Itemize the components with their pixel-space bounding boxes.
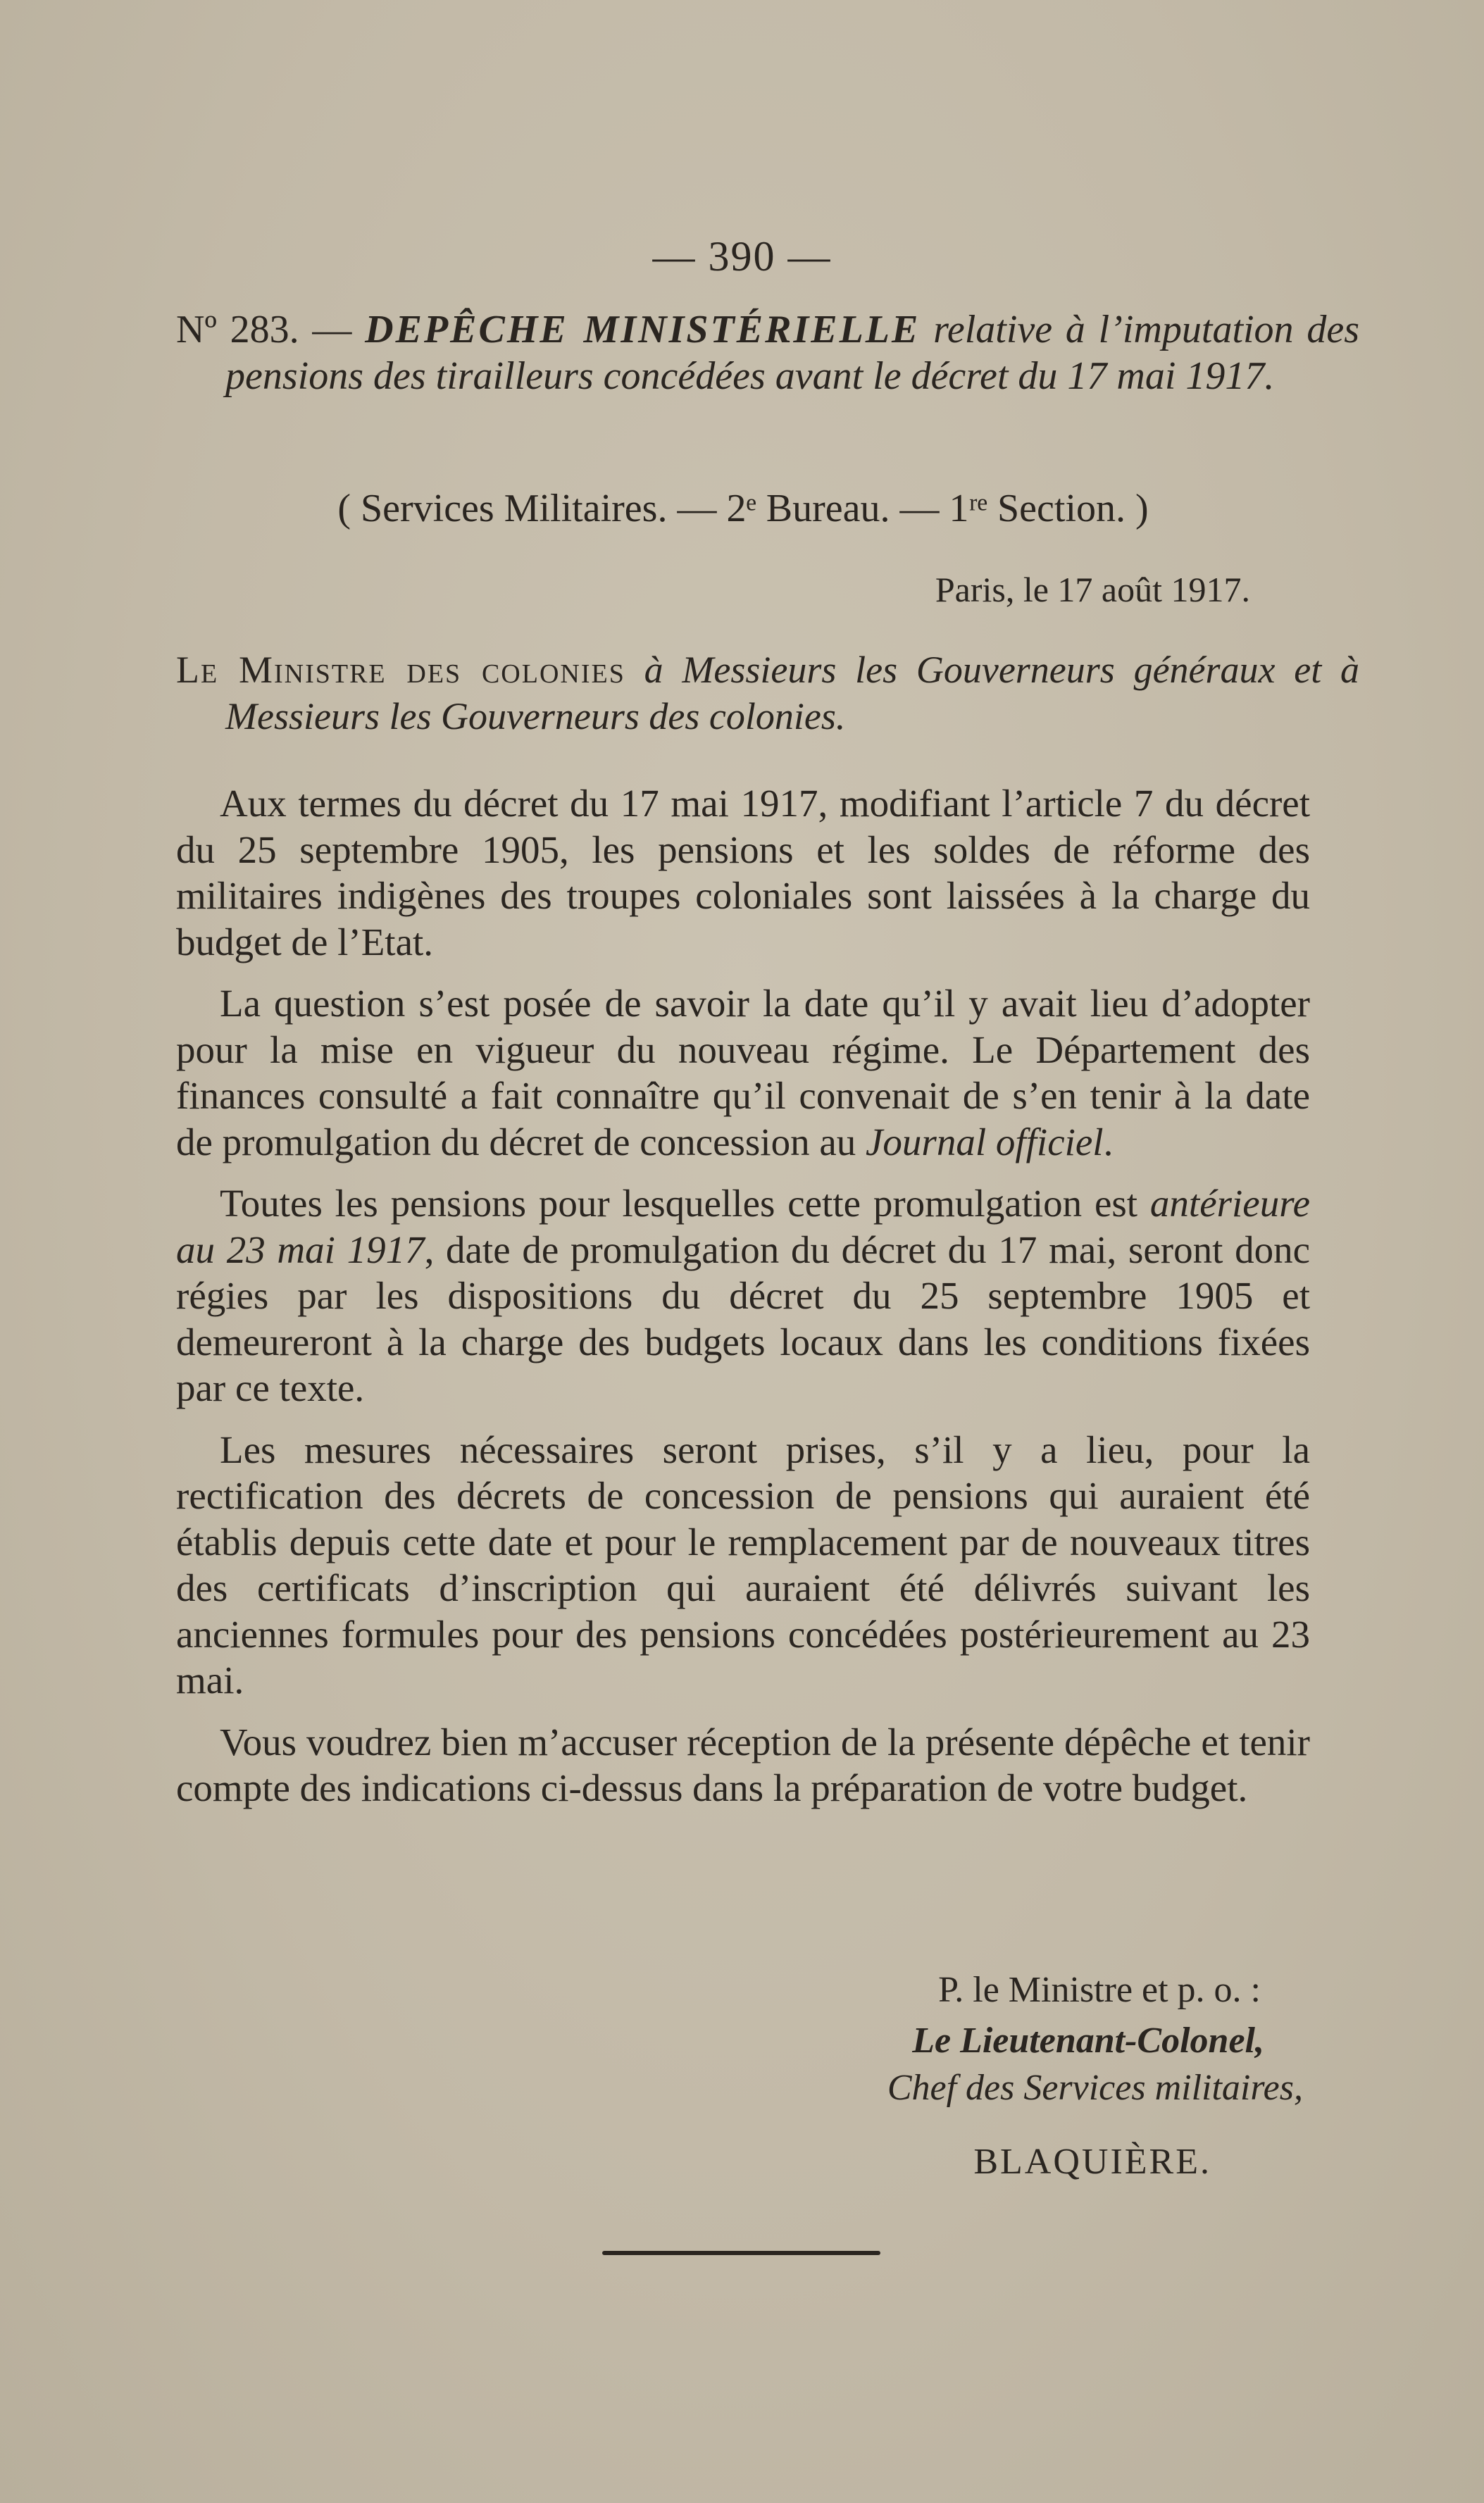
dispatch-number: Nº 283. — <box>176 308 366 351</box>
signature-name: BLAQUIÈRE. <box>973 2142 1211 2182</box>
dispatch-subject: relative à l’imputation des pensions des tirailleurs concédées avant le décret du 17 mai 1917. <box>225 308 1359 398</box>
address-line <box>176 647 1359 739</box>
paragraph-3-emphasis: antérieure au 23 mai 1917 <box>176 1182 1310 1271</box>
end-rule <box>602 2251 880 2255</box>
dispatch-heading <box>176 306 1359 399</box>
signature-line-3: Chef des Services militaires, <box>887 2068 1303 2108</box>
journal-officiel: Journal officiel <box>866 1120 1104 1163</box>
paragraph-4: Les mesures nécessaires seront prises, s’il y a lieu, pour la rectification des décrets de concession de pensions qui auraient été établis depuis cette date et pour le remplacement par de nouveaux titres des certificats d’inscription qui auraient été délivrés suivant les anciennes formules pour des pensions concédées postérieurement au 23 mai. <box>176 1428 1310 1702</box>
paragraph-3 <box>176 1180 1310 1411</box>
dateline: Paris, le 17 août 1917. <box>935 570 1250 609</box>
paragraph-1: Aux termes du décret du 17 mai 1917, modifiant l’article 7 du décret du 25 septembre 1905, les pensions et les soldes de réforme des militaires indigènes des troupes coloniales sont laissées à la charge du budget de l’Etat. <box>176 782 1310 963</box>
dispatch-title: DEPÊCHE MINISTÉRIELLE <box>365 308 921 351</box>
page-number: — 390 — <box>652 233 832 280</box>
paragraph-3-rest: , date de promulgation du décret du 17 mai, seront donc régies par les dispositions du décret du 25 septembre 1905 et demeureront à la charge des budgets locaux dans les conditions fixées par ce texte. <box>176 1228 1310 1409</box>
paragraph-2 <box>176 980 1310 1165</box>
paragraph-5: Vous voudrez bien m’accuser réception de la présente dépêche et tenir compte des indications ci-dessus dans la préparation de votre budget. <box>176 1720 1310 1809</box>
paragraph-2-text: La question s’est posée de savoir la date qu’il y avait lieu d’adopter pour la mise en vigueur du nouveau régime. Le Département des finances consulté a fait connaître qu’il convenait de s’en tenir à la date de promulgation du décret de concession au <box>176 982 1310 1163</box>
signature-line-1: P. le Ministre et p. o. : <box>938 1970 1261 2010</box>
sender: Le Ministre des colonies <box>176 649 625 691</box>
signature-line-2: Le Lieutenant-Colonel, <box>912 2021 1264 2061</box>
recipients: à Messieurs les Gouverneurs généraux et à Messieurs les Gouverneurs des colonies. <box>225 649 1359 737</box>
services-line: ( Services Militaires. — 2ᵉ Bureau. — 1ʳᵉ Section. ) <box>337 487 1149 530</box>
paragraph-2-end: . <box>1103 1120 1114 1163</box>
letter-body <box>176 780 1310 1827</box>
paragraph-3-text: Toutes les pensions pour lesquelles cette promulgation est <box>220 1182 1150 1225</box>
